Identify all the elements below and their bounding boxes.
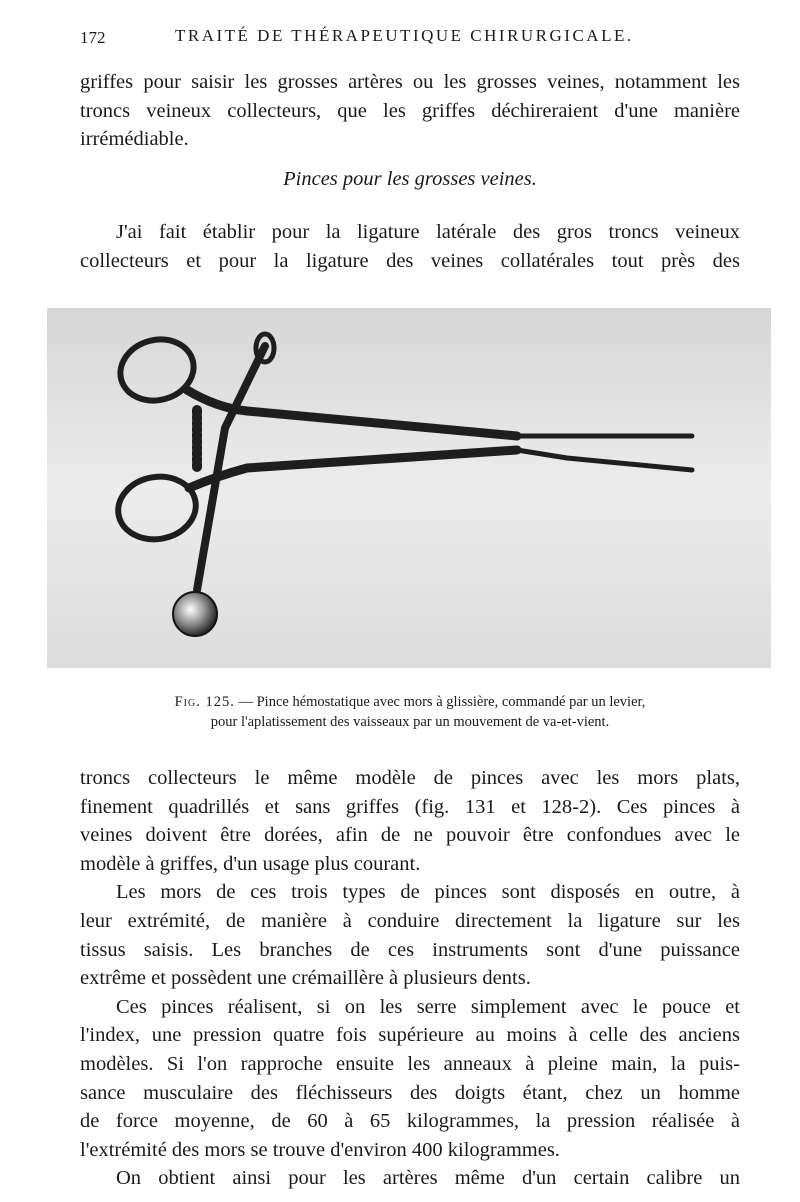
caption-line-1: [110, 692, 710, 712]
text-line: collecteurs et pour la ligature des veines collatérales tout près des: [80, 249, 740, 272]
text-line: tissus saisis. Les branches de ces instruments sont d'une puissance: [80, 938, 740, 961]
text-line: irrémédiable.: [80, 128, 189, 151]
text-line: On obtient ainsi pour les artères même d'un certain calibre un: [116, 1167, 740, 1190]
section-heading: Pinces pour les grosses veines.: [283, 168, 537, 190]
forceps-illustration: [47, 308, 771, 668]
text-line: Les mors de ces trois types de pinces sont disposés en outre, à: [116, 881, 740, 904]
body-text: [80, 764, 740, 1193]
caption-line-2: pour l'aplatissement des vaisseaux par un mouvement de va-et-vient.: [210, 714, 610, 730]
text-line: Ces pinces réalisent, si on les serre simplement avec le pouce et: [116, 995, 740, 1018]
text-line: de force moyenne, de 60 à 65 kilogrammes, la pression réalisée à: [80, 1110, 740, 1133]
figure-forceps-photo: [47, 308, 771, 668]
text-line: extrême et possèdent une crémaillère à plusieurs dents.: [80, 967, 531, 990]
text-line: sance musculaire des fléchisseurs des doigts étant, chez un homme: [80, 1081, 740, 1104]
figure-label: Fig. 125.: [174, 694, 235, 710]
text-line: troncs veineux collecteurs, que les griffes déchireraient d'une manière: [80, 99, 740, 122]
intro-paragraph: [80, 218, 740, 275]
page-number: 172: [80, 28, 106, 47]
text-line: l'extrémité des mors se trouve d'environ 400 kilogrammes.: [80, 1138, 560, 1161]
text-line: leur extrémité, de manière à conduire directement la ligature sur les: [80, 909, 740, 932]
running-title: TRAITÉ DE THÉRAPEUTIQUE CHIRURGICALE.: [175, 26, 634, 45]
text-line: griffes pour saisir les grosses artères ou les grosses veines, notamment les: [80, 71, 740, 93]
text-line: l'index, une pression quatre fois supérieure au moins à celle des anciens: [80, 1024, 740, 1047]
caption-text-1: — Pince hémostatique avec mors à glissière, commandé par un levier,: [238, 694, 646, 710]
top-paragraph: [80, 68, 740, 154]
running-header: [80, 22, 730, 48]
text-line: troncs collecteurs le même modèle de pinces avec les mors plats,: [80, 767, 740, 789]
text-line: modèles. Si l'on rapproche ensuite les anneaux à pleine main, la puis-: [80, 1052, 740, 1075]
text-line: veines doivent être dorées, afin de ne pouvoir être confondues avec le: [80, 824, 740, 847]
lever-ball: [173, 592, 217, 636]
figure-caption: [110, 692, 710, 732]
text-line: J'ai fait établir pour la ligature latérale des gros troncs veineux: [116, 221, 740, 243]
text-line: finement quadrillés et sans griffes (fig. 131 et 128-2). Ces pinces à: [80, 795, 740, 818]
text-line: modèle à griffes, d'un usage plus courant.: [80, 852, 421, 875]
